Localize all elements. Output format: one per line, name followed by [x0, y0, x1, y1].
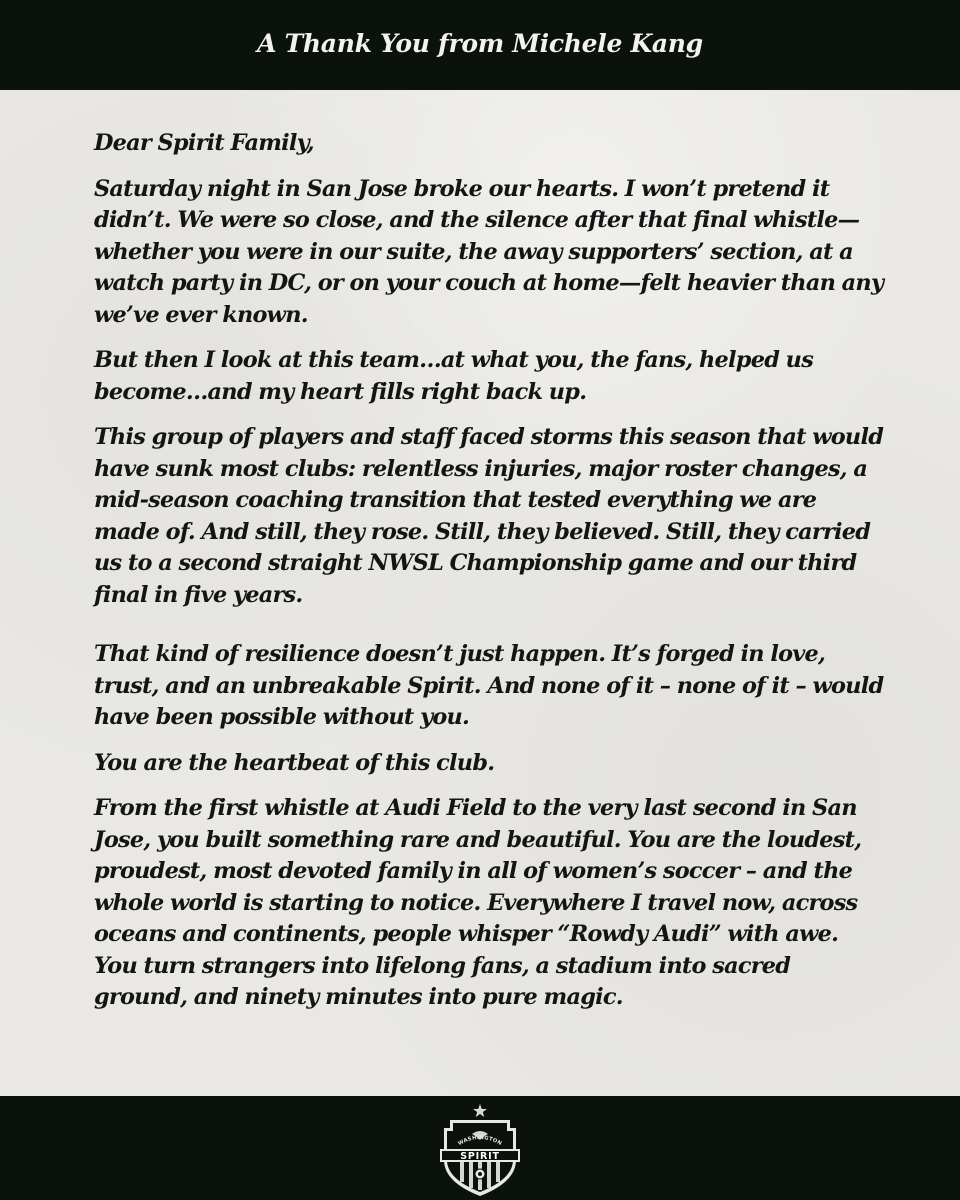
letter-paragraph: That kind of resilience doesn’t just happen. It’s forged in love, trust, and an unbreakable Spirit. And none of it – none of it – would have been possible without you. [94, 641, 884, 730]
letter-paragraph: You are the heartbeat of this club. [94, 749, 495, 776]
letter-salutation: Dear Spirit Family, [94, 130, 314, 156]
washington-spirit-crest-icon [436, 1102, 524, 1198]
letter-paper [0, 90, 960, 1096]
header-bar [0, 0, 960, 90]
letter-paragraph: Saturday night in San Jose broke our hearts. I won’t pretend it didn’t. We were so close, and the silence after that final whistle—whether you were in our suite, the away supporters’ section, at a watch party in DC, or on your couch at home—felt heavier than any we’ve ever known. [94, 175, 884, 328]
letter-paragraph: But then I look at this team…at what you, the fans, helped us become…and my heart fills right back up. [94, 347, 814, 405]
logo-main-text: SPIRIT [460, 1151, 500, 1162]
page-title: A Thank You from Michele Kang [257, 28, 703, 58]
letter-paragraph: From the first whistle at Audi Field to the very last second in San Jose, you built something rare and beautiful. You are the loudest, proudest, most devoted family in all of women’s soccer – and the whole world is starting to notice. Everywhere I travel now, across oceans and continents, people whisper “Rowdy Audi” with awe. You turn strangers into lifelong fans, a stadium into sacred ground, and ninety minutes into pure magic. [94, 795, 862, 1010]
footer-bar [0, 1096, 960, 1200]
logo-top-text: WASHINGTON [457, 1134, 503, 1148]
letter-paragraph: This group of players and staff faced storms this season that would have sunk most clubs: relentless injuries, major roster changes, a mid-season coaching transition that tested everything we are made of. And still, they rose. Still, they believed. Still, they carried us to a second straight NWSL Championship game and our third final in five years. [94, 424, 884, 608]
letter-body [94, 128, 884, 1028]
